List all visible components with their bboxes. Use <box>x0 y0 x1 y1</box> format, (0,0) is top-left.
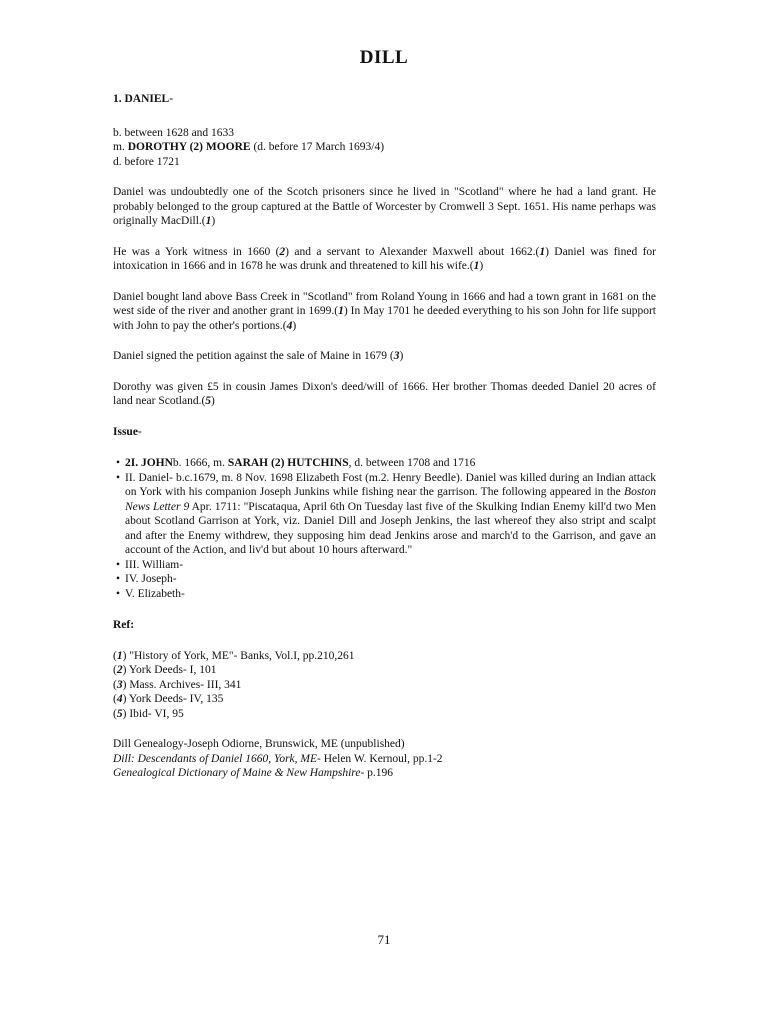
ref-bracket: ) <box>122 707 130 720</box>
ref-marker: 5 <box>116 707 123 720</box>
ref-marker: 3 <box>393 350 400 362</box>
source-text: - Helen W. Kernoul, pp.1-2 <box>317 752 443 765</box>
ref-marker: 1 <box>338 305 344 317</box>
reference-text: Ibid- VI, 95 <box>129 707 184 720</box>
bullet-icon: • <box>116 457 121 469</box>
marriage-prefix: m. <box>113 141 128 153</box>
source-item <box>113 766 656 781</box>
ref-marker: 5 <box>205 395 212 407</box>
reference-item <box>113 663 656 678</box>
ref-bracket: ) <box>122 678 130 691</box>
reference-item <box>113 649 656 664</box>
ref-marker: 3 <box>116 678 123 691</box>
reference-text: York Deeds- I, 101 <box>128 664 217 676</box>
ref-bracket: ) <box>122 693 129 705</box>
list-item <box>113 572 656 587</box>
ref-bracket: ( <box>113 678 117 691</box>
paragraph-text: Daniel bought land above Bass Creek in "Scotland" from Roland Young in 1666 and had a town grant in 1681 on the west side of the river and another grant in 1699.( <box>113 290 656 317</box>
child-name: 2I. JOHN <box>125 457 173 469</box>
paragraph-witness <box>113 245 656 274</box>
list-item <box>113 587 656 602</box>
paragraph-text: Dorothy was given £5 in cousin James Dixon's deed/will of 1666. Her brother Thomas deeded Daniel 20 acres of land near Scotland.( <box>113 380 656 407</box>
paragraph-text: ) <box>211 215 216 227</box>
paragraph-text: ) Daniel was fined for intoxication in 1666 and in 1678 he was drunk and threatened to kill his wife.( <box>113 245 656 272</box>
publication-title: Boston News Letter 9 <box>125 486 656 513</box>
ref-bracket: ) <box>122 664 129 676</box>
list-item <box>113 456 656 471</box>
spouse-note: (d. before 17 March 1693/4) <box>250 141 385 153</box>
reference-item <box>113 692 656 707</box>
death-line: d. before 1721 <box>113 155 180 168</box>
paragraph-text: ) <box>479 260 484 272</box>
paragraph-text: Daniel signed the petition against the sale of Maine in 1679 ( <box>113 350 394 362</box>
marriage-line <box>113 140 656 155</box>
reference-text: "History of York, ME"- Banks, Vol.I, pp.210,261 <box>129 649 355 662</box>
paragraph-text: ) In May 1701 he deeded everything to his son John for life support with John to pay the other's portions.( <box>113 305 656 332</box>
paragraph-text: He was a York witness in 1660 ( <box>113 245 280 258</box>
page-number: 71 <box>377 932 391 947</box>
list-item-text: II. Daniel- b.c.1679, m. 8 Nov. 1698 Elizabeth Fost (m.2. Henry Beedle). Daniel was killed during an Indian attack on York with his companion Joseph Junkins while fishing near the garrison. The following appeared in the <box>125 471 656 498</box>
ref-bracket: ( <box>113 664 117 676</box>
ref-marker: 4 <box>286 319 293 332</box>
reference-item <box>113 707 656 722</box>
ref-marker: 2 <box>279 245 286 258</box>
source-item <box>113 752 656 767</box>
ref-marker: 1 <box>539 245 546 258</box>
paragraph-text: ) <box>211 395 215 407</box>
ref-bracket: ( <box>113 649 117 662</box>
ref-bracket: ( <box>113 707 117 720</box>
paragraph-text: ) and a servant to Alexander Maxwell about 1662.( <box>285 245 540 258</box>
source-title: Dill: Descendants of Daniel 1660, York, ME <box>113 752 318 765</box>
list-item-text: IV. Joseph- <box>125 573 177 585</box>
ref-bracket: ) <box>122 649 130 662</box>
page-title: DILL <box>359 47 409 68</box>
list-item-text: Apr. 1711: "Piscataqua, April 6th On Tuesday last five of the Skulking Indian Enemy kill'd two Men about Scotland Garrison at York, viz. Daniel Dill and Joseph Jenkins, the last whereof they also stript and scalpt and after the Enemy withdrew, they supposing him dead Jenkins arose and march'd to the Garrison, and gave an account of the Action, and liv'd but about 10 hours afterward." <box>125 500 657 556</box>
reference-item <box>113 678 656 693</box>
paragraph-petition <box>113 349 656 364</box>
paragraph-land <box>113 290 656 334</box>
paragraph-text: ) <box>292 319 297 332</box>
paragraph-text: ) <box>399 350 404 362</box>
issue-list <box>113 456 656 601</box>
paragraph-text: Daniel was undoubtedly one of the Scotch prisoners since he lived in "Scotland" where he had a land grant. He probably belonged to the group captured at the Battle of Worcester by Cromwell 3 Sept. 1651. His name perhaps was originally MacDill.( <box>113 186 656 227</box>
source-item: Dill Genealogy-Joseph Odiorne, Brunswick, ME (unpublished) <box>113 738 405 750</box>
spouse-name: DOROTHY (2) MOORE <box>127 141 251 153</box>
ref-marker: 1 <box>116 649 123 662</box>
person-heading: 1. DANIEL- <box>113 93 174 105</box>
reference-text: Mass. Archives- III, 341 <box>129 678 242 691</box>
vitals-block <box>113 126 656 170</box>
list-item <box>113 471 656 558</box>
list-item-text: V. Elizabeth- <box>125 587 185 600</box>
child-spouse: SARAH (2) HUTCHINS <box>227 457 349 469</box>
source-list <box>113 737 656 781</box>
list-item-text: b. 1666, m. <box>172 457 228 469</box>
ref-marker: 1 <box>205 215 212 227</box>
source-text: - p.196 <box>360 767 394 779</box>
bullet-icon: • <box>116 573 121 585</box>
list-item <box>113 558 656 573</box>
reference-text: York Deeds- IV, 135 <box>128 693 224 705</box>
paragraph-dorothy <box>113 380 656 409</box>
list-item-text: , d. between 1708 and 1716 <box>348 457 476 469</box>
bullet-icon: • <box>116 587 121 600</box>
bullet-icon: • <box>116 558 121 571</box>
ref-bracket: ( <box>113 693 117 705</box>
ref-marker: 1 <box>473 260 480 272</box>
paragraph-origin <box>113 185 656 229</box>
content-body <box>113 92 656 781</box>
ref-marker: 2 <box>116 664 123 676</box>
birth-line: b. between 1628 and 1633 <box>113 126 235 139</box>
list-item-text: III. William- <box>125 558 184 571</box>
reference-list <box>113 649 656 722</box>
ref-marker: 4 <box>116 693 123 705</box>
issue-heading: Issue- <box>113 425 142 438</box>
ref-heading: Ref: <box>113 619 135 631</box>
source-title: Genealogical Dictionary of Maine & New Hampshire <box>113 767 361 779</box>
bullet-icon: • <box>116 471 121 484</box>
